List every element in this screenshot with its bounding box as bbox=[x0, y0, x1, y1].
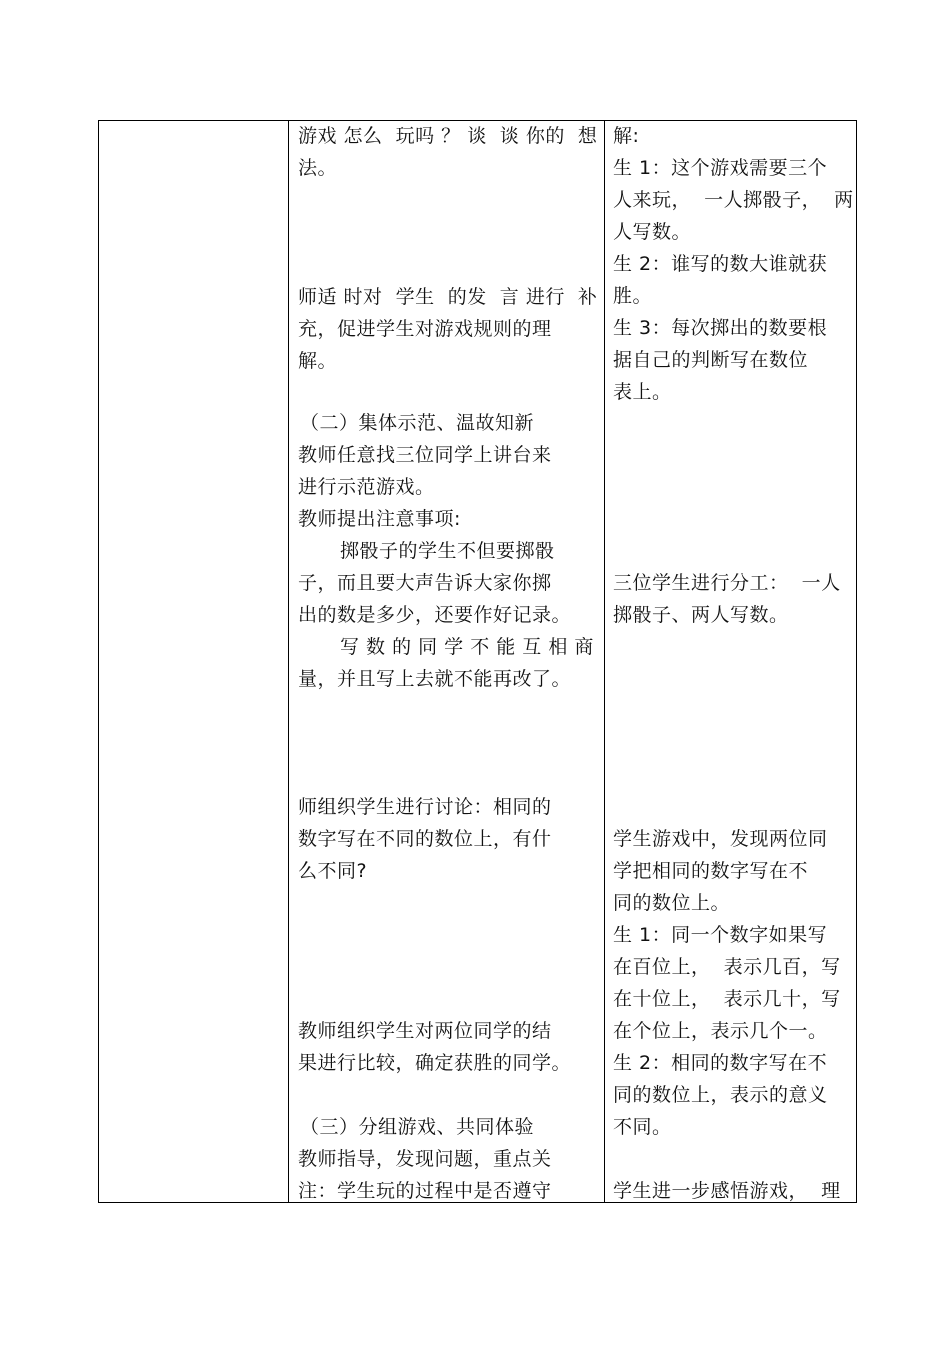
student-line: 人写数。 bbox=[613, 221, 692, 243]
teacher-line: 掷骰子的学生不但要掷骰 bbox=[340, 540, 555, 562]
student-line: 学把相同的数字写在不 bbox=[613, 860, 809, 882]
teacher-line: 教师任意找三位同学上讲台来 bbox=[298, 444, 552, 466]
student-line: 生 1：这个游戏需要三个 bbox=[613, 157, 828, 179]
column-divider-2 bbox=[604, 121, 605, 1202]
student-line: 学生进一步感悟游戏， 理 bbox=[613, 1180, 841, 1202]
teacher-line: 师适 时对 学生 的发 言 进行 补 bbox=[298, 286, 598, 308]
student-line: 胜。 bbox=[613, 285, 653, 307]
student-line: 生 2：谁写的数大谁就获 bbox=[613, 253, 828, 275]
student-line: 在个位上，表示几个一。 bbox=[613, 1020, 828, 1042]
student-line: 生 1：同一个数字如果写 bbox=[613, 924, 828, 946]
teacher-line: 教师提出注意事项: bbox=[298, 508, 461, 530]
student-line: 在百位上， 表示几百，写 bbox=[613, 956, 841, 978]
teacher-line: 数字写在不同的数位上，有什 bbox=[298, 828, 552, 850]
student-line: 学生游戏中，发现两位同 bbox=[613, 828, 828, 850]
student-line: 人来玩， 一人掷骰子， 两 bbox=[613, 189, 854, 211]
student-line: 三位学生进行分工： 一人 bbox=[613, 572, 841, 594]
student-line: 解: bbox=[613, 125, 640, 147]
teacher-line: 教师组织学生对两位同学的结 bbox=[298, 1020, 552, 1042]
teacher-line: 充，促进学生对游戏规则的理 bbox=[298, 318, 552, 340]
section-heading: （二）集体示范、温故知新 bbox=[300, 412, 535, 434]
student-line: 同的数位上，表示的意义 bbox=[613, 1084, 828, 1106]
teacher-line: 进行示范游戏。 bbox=[298, 476, 435, 498]
column-divider-1 bbox=[288, 121, 289, 1202]
teacher-line: 教师指导，发现问题，重点关 bbox=[298, 1148, 552, 1170]
student-line: 同的数位上。 bbox=[613, 892, 731, 914]
teacher-line: 解。 bbox=[298, 350, 338, 372]
teacher-line: 出的数是多少，还要作好记录。 bbox=[298, 604, 572, 626]
teacher-line: 么不同? bbox=[298, 860, 368, 882]
section-heading: （三）分组游戏、共同体验 bbox=[300, 1116, 535, 1138]
teacher-line: 果进行比较，确定获胜的同学。 bbox=[298, 1052, 572, 1074]
teacher-line: 子，而且要大声告诉大家你掷 bbox=[298, 572, 552, 594]
student-line: 表上。 bbox=[613, 381, 672, 403]
teacher-line: 写 数 的 同 学 不 能 互 相 商 bbox=[340, 636, 594, 658]
student-line: 生 3：每次掷出的数要根 bbox=[613, 317, 828, 339]
teacher-line: 师组织学生进行讨论：相同的 bbox=[298, 796, 552, 818]
teacher-line: 法。 bbox=[298, 157, 338, 179]
teacher-line: 注：学生玩的过程中是否遵守 bbox=[298, 1180, 552, 1202]
teacher-line: 量，并且写上去就不能再改了。 bbox=[298, 668, 572, 690]
student-line: 生 2：相同的数字写在不 bbox=[613, 1052, 828, 1074]
student-line: 不同。 bbox=[613, 1116, 672, 1138]
student-line: 在十位上， 表示几十，写 bbox=[613, 988, 841, 1010]
teacher-line: 游戏 怎么 玩吗 ？ 谈 谈 你的 想 bbox=[298, 125, 598, 147]
student-line: 据自己的判断写在数位 bbox=[613, 349, 809, 371]
student-line: 掷骰子、两人写数。 bbox=[613, 604, 789, 626]
